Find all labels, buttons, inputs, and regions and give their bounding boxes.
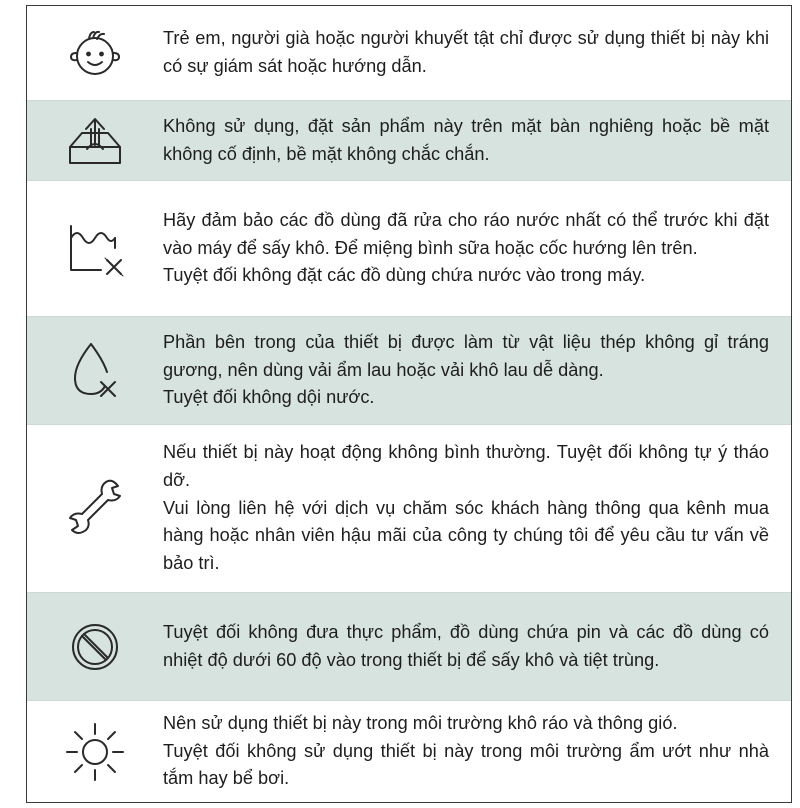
instruction-line: Vui lòng liên hệ với dịch vụ chăm sóc khách hàng thông qua kênh mua hàng hoặc nhân viên hậu mãi của công ty chúng tôi để yêu cầu tư vấn về bảo trì. [163, 497, 769, 574]
instruction-line: Phần bên trong của thiết bị được làm từ vật liệu thép không gỉ tráng gương, nên dùng vải ẩm lau hoặc vải khô lau dễ dàng. [163, 331, 769, 380]
child-face-icon [27, 23, 163, 83]
instruction-line: Tuyệt đối không dội nước. [163, 387, 375, 408]
instruction-row-drain-water [27, 180, 791, 316]
instruction-text [163, 113, 791, 169]
instruction-row-cleaning [27, 316, 791, 424]
instruction-text [163, 619, 791, 675]
instruction-text [163, 439, 791, 578]
instruction-line: Nếu thiết bị này hoạt động không bình thường. Tuyệt đối không tự ý tháo dỡ. [163, 442, 769, 490]
instruction-text [163, 329, 791, 412]
instruction-row-prohibited-items [27, 592, 791, 700]
safety-instructions-table [26, 5, 792, 803]
instruction-text [163, 710, 791, 793]
instruction-row-supervision [27, 6, 791, 100]
instruction-line: Hãy đảm bảo các đồ dùng đã rửa cho ráo nước nhất có thể trước khi đặt vào máy để sấy khô. Để miệng bình sữa hoặc cốc hướng lên trên. [163, 209, 769, 258]
sun-icon [27, 720, 163, 784]
instruction-line: Tuyệt đối không sử dụng thiết bị này trong môi trường ẩm ướt như nhà tắm hay bể bơi. [163, 740, 769, 789]
instruction-line: Nên sử dụng thiết bị này trong môi trường khô ráo và thông gió. [163, 712, 678, 733]
instruction-text [163, 25, 791, 81]
water-container-cross-icon [27, 216, 163, 282]
tilted-surface-upload-icon [27, 115, 163, 167]
instruction-row-stable-surface [27, 100, 791, 180]
prohibited-icon [27, 617, 163, 677]
instruction-line: Tuyệt đối không đặt các đồ dùng chứa nước vào trong máy. [163, 265, 646, 286]
instruction-line: Trẻ em, người già hoặc người khuyết tật chỉ được sử dụng thiết bị này khi có sự giám sát hoặc hướng dẫn. [163, 28, 769, 76]
instruction-line: Không sử dụng, đặt sản phẩm này trên mặt bàn nghiêng hoặc bề mặt không cố định, bề mặt không chắc chắn. [163, 115, 769, 164]
wrench-icon [27, 476, 163, 542]
instruction-row-maintenance [27, 424, 791, 592]
instruction-text [163, 207, 791, 290]
instruction-row-environment [27, 700, 791, 802]
instruction-line: Tuyệt đối không đưa thực phẩm, đồ dùng chứa pin và các đồ dùng có nhiệt độ dưới 60 độ vào trong thiết bị để sấy khô và tiệt trùng. [163, 621, 769, 670]
water-drop-cross-icon [27, 338, 163, 404]
